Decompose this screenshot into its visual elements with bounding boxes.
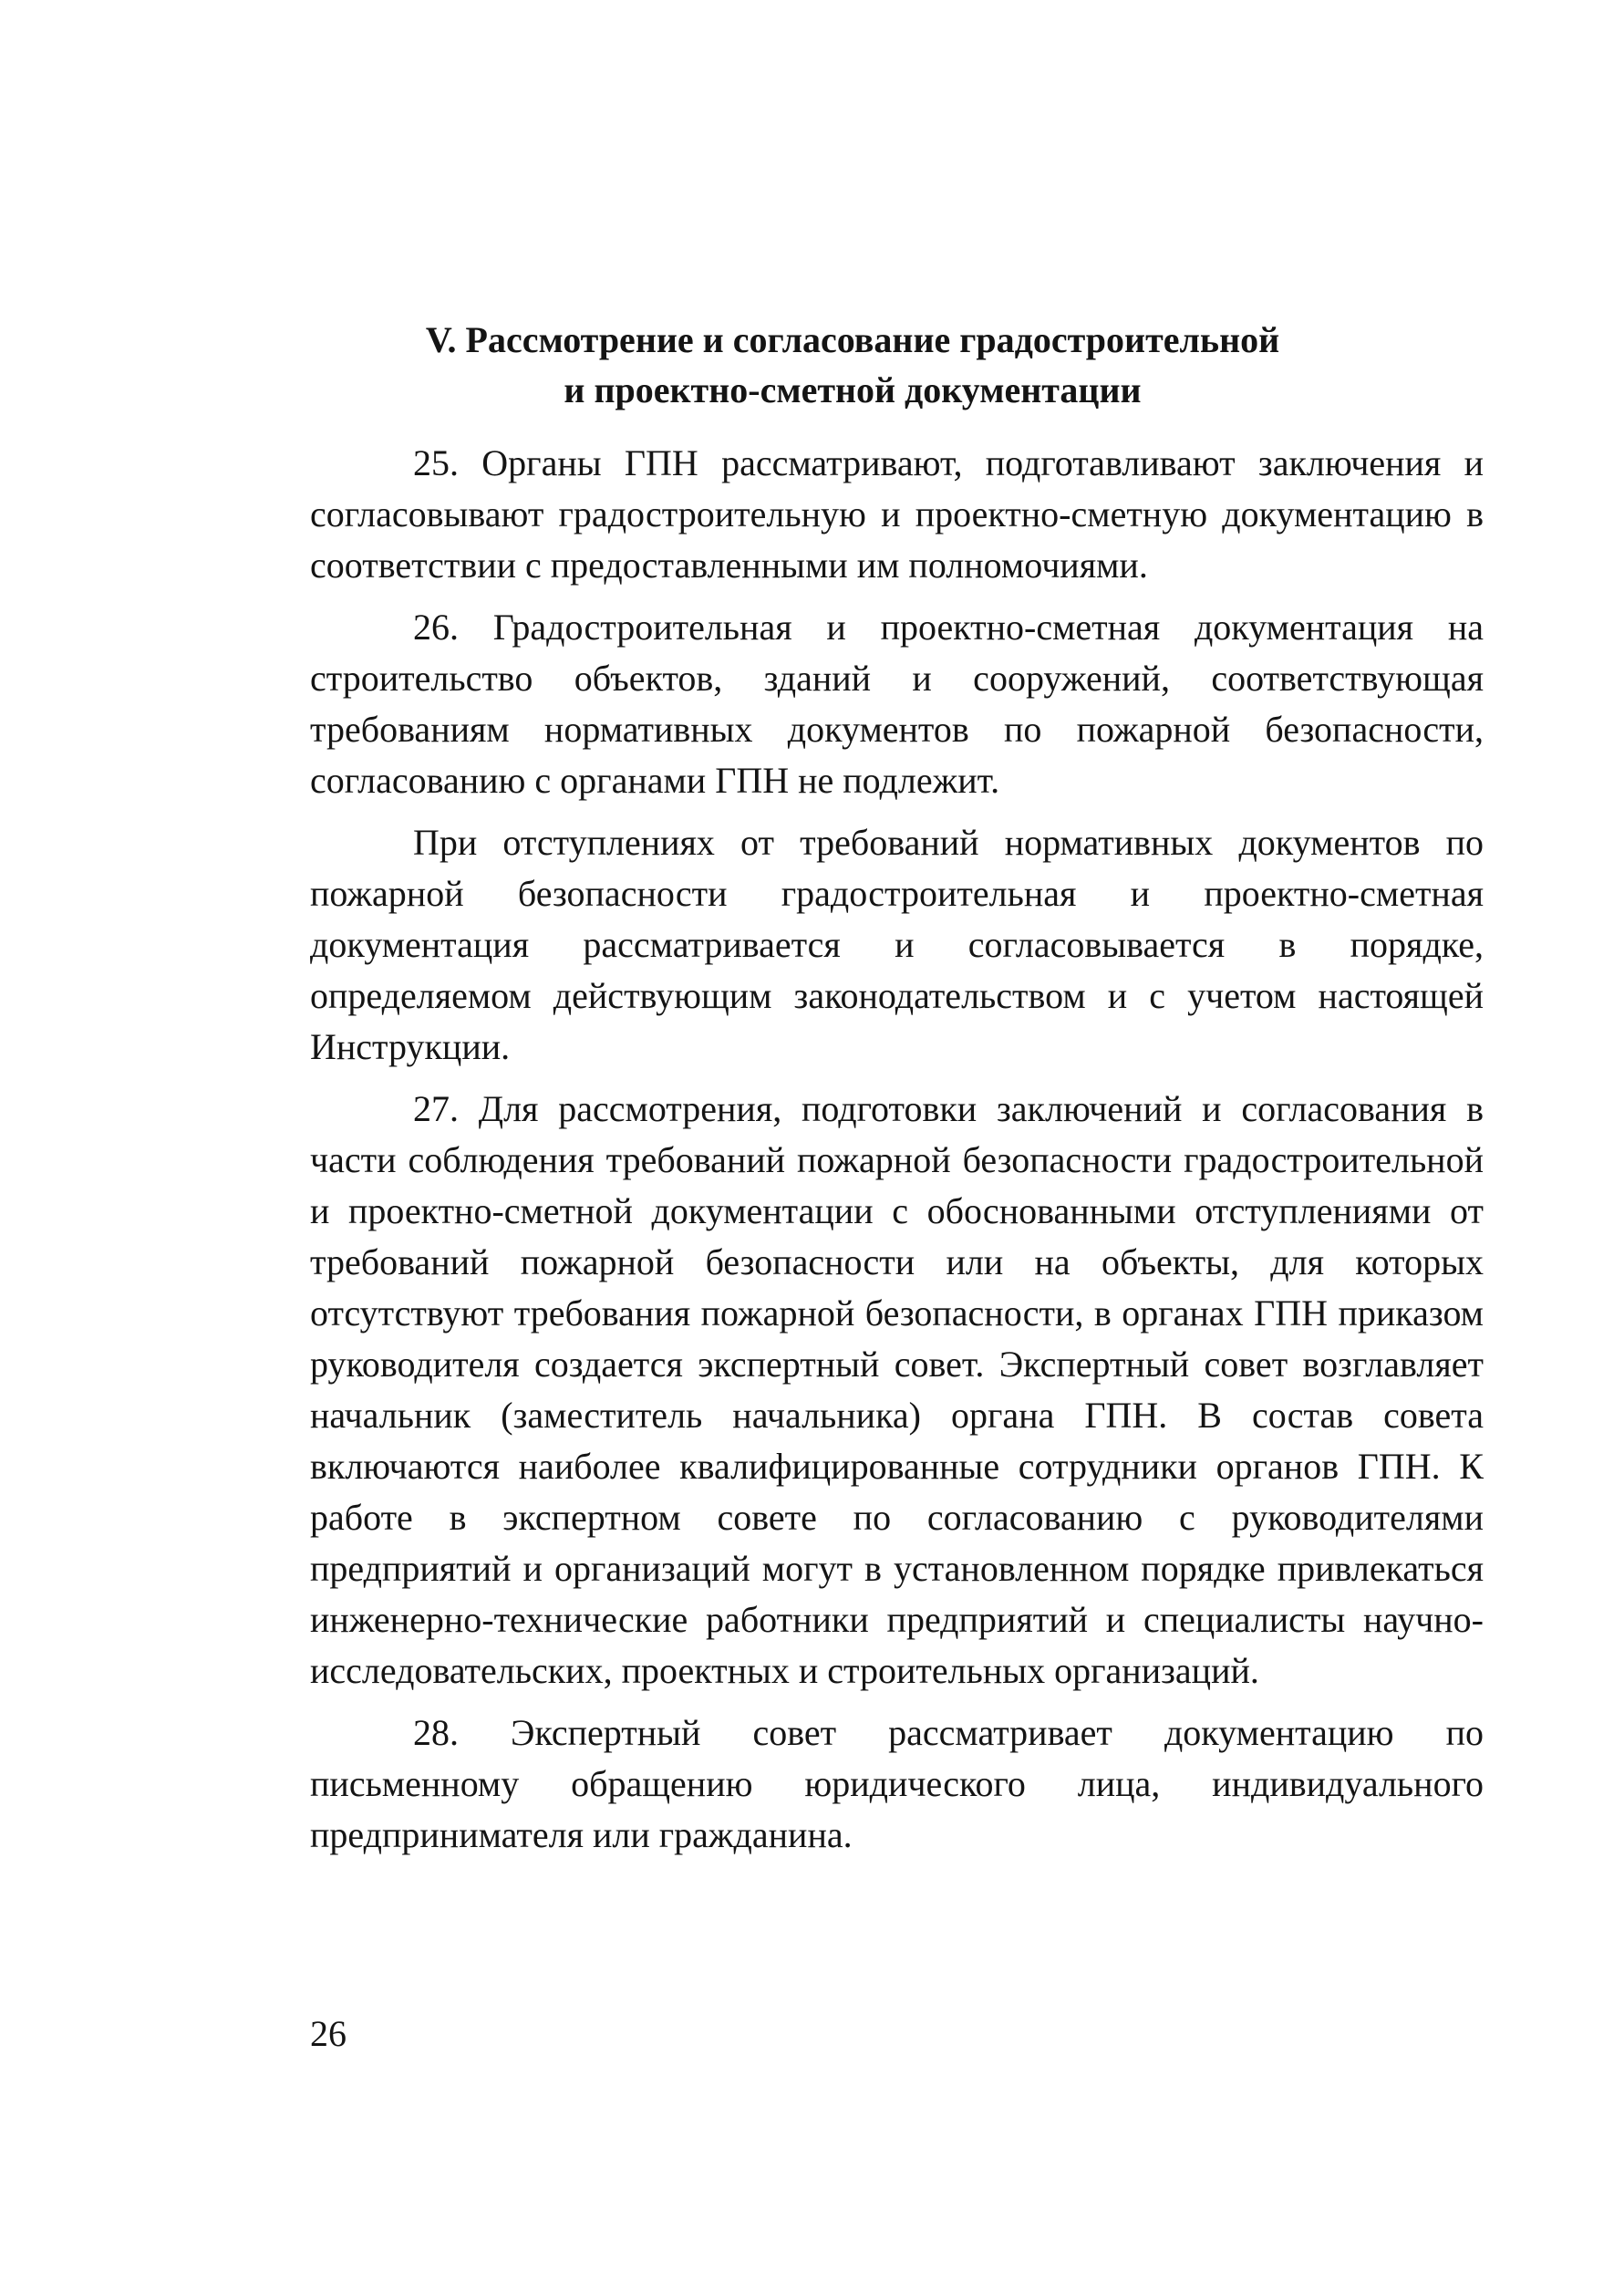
paragraph-26-continuation: При отступлениях от требований нормативных документов по пожарной безопасности градостроительная и проектно-сметная документация рассматривается и согласовывается в порядке, определяемом действующим законодательством и с учетом настоящей Инструкции.	[310, 822, 1484, 1067]
section-heading-line-1: V. Рассмотрение и согласование градостроительной	[425, 319, 1280, 360]
paragraph-27: 27. Для рассмотрения, подготовки заключений и согласования в части соблюдения требований пожарной безопасности градостроительной и проектно-сметной документации с обоснованными отступлениями от требований пожарной безопасности или на объекты, для которых отсутствуют требования пожарной безопасности, в органах ГПН приказом руководителя создается экспертный совет. Экспертный совет возглавляет начальник (заместитель начальника) органа ГПН. В состав совета включаются наиболее квалифицированные сотрудники органов ГПН. К работе в экспертном совете по согласованию с руководителями предприятий и организаций могут в установленном порядке привлекаться инженерно-технические работники предприятий и специалисты научно-исследовательских, проектных и строительных организаций.	[310, 1088, 1484, 1691]
paragraph-25: 25. Органы ГПН рассматривают, подготавливают заключения и согласовывают градостроительную и проектно-сметную документацию в соответствии с предоставленными им полномочиями.	[310, 442, 1484, 586]
body-text	[310, 438, 1484, 1872]
paragraph-28: 28. Экспертный совет рассматривает документацию по письменному обращению юридического лица, индивидуального предпринимателя или гражданина.	[310, 1712, 1484, 1855]
page-number: 26	[310, 2013, 347, 2054]
section-heading-line-2: и проектно-сметной документации	[564, 369, 1142, 410]
section-heading	[301, 315, 1404, 415]
paragraph-26: 26. Градостроительная и проектно-сметная документация на строительство объектов, зданий и сооружений, соответствующая требованиям нормативных документов по пожарной безопасности, согласованию с органами ГПН не подлежит.	[310, 607, 1484, 801]
